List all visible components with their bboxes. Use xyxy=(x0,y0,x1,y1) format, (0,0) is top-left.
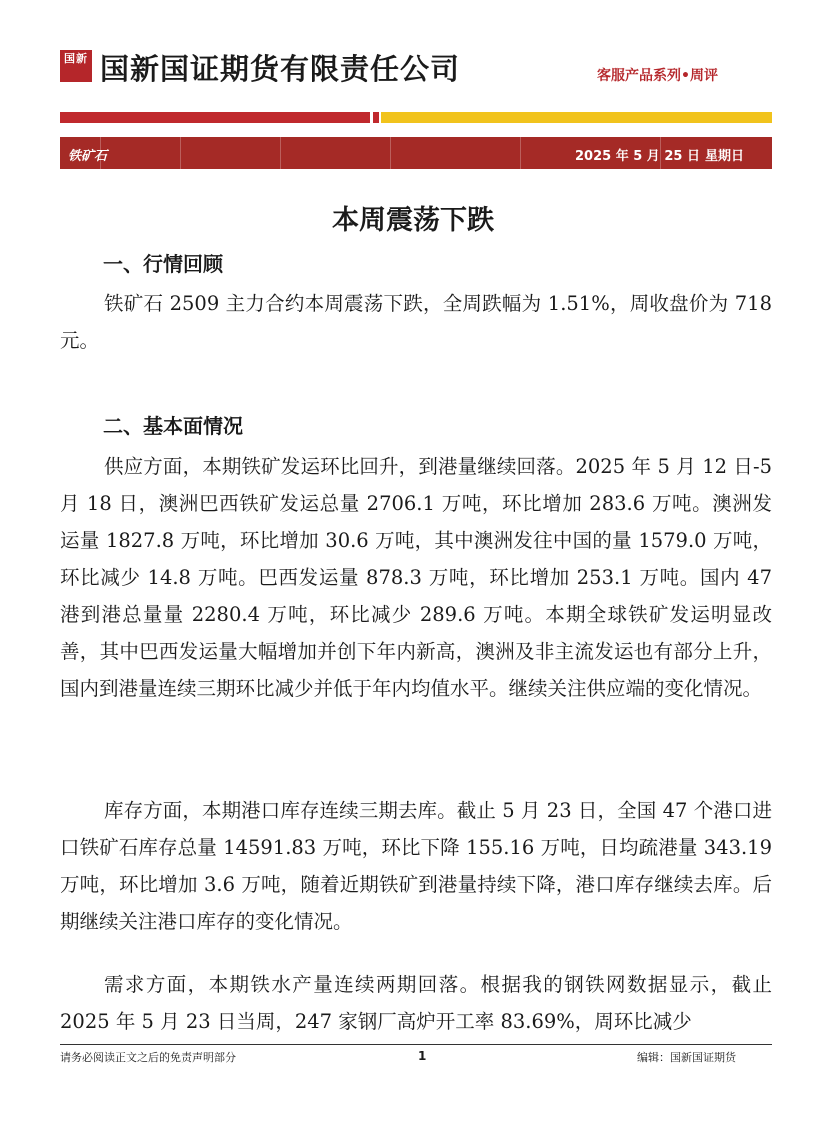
paragraph-supply: 供应方面，本期铁矿发运环比回升，到港量继续回落。2025 年 5 月 12 日-5 月 18 日，澳洲巴西铁矿发运总量 2706.1 万吨，环比增加 283.6 万吨。澳洲发运量 1827.8 万吨，环比增加 30.6 万吨，其中澳洲发往中国的量 1579.0 万吨，环比减少 14.8 万吨。巴西发运量 878.3 万吨，环比增加 253.1 万吨。国内 47 港到港总量量 2280.4 万吨，环比减少 289.6 万吨。本期全球铁矿发运明显改善，其中巴西发运量大幅增加并创下年内新高，澳洲及非主流发运也有部分上升，国内到港量连续三期环比减少并低于年内均值水平。继续关注供应端的变化情况。 xyxy=(60,455,772,700)
header-stripe-gold xyxy=(381,112,772,123)
page-number: 1 xyxy=(418,1049,427,1063)
paragraph-demand: 需求方面，本期铁水产量连续两期回落。根据我的钢铁网数据显示，截止 2025 年 5 月 23 日当周，247 家钢厂高炉开工率 83.69%，周环比减少 xyxy=(60,973,772,1033)
report-weekday: 星期日 xyxy=(704,149,744,164)
company-logo: 国新 xyxy=(60,50,92,82)
company-name: 国新国证期货有限责任公司 xyxy=(100,52,461,86)
section-heading-fundamentals: 二、基本面情况 xyxy=(103,414,243,438)
paragraph-market-review: 铁矿石 2509 主力合约本周震荡下跌，全周跌幅为 1.51%，周收盘价为 718 元。 xyxy=(60,292,772,352)
footer-divider xyxy=(60,1044,772,1045)
report-title: 本周震荡下跌 xyxy=(332,205,494,236)
product-series: 客服产品系列•周评 xyxy=(597,68,718,84)
header-stripe-red xyxy=(60,112,370,123)
section-heading-market-review: 一、行情回顾 xyxy=(103,252,223,276)
report-date: 2025 年 5 月 25 日 xyxy=(575,149,700,164)
header-stripe-red-small xyxy=(373,112,379,123)
footer-disclaimer: 请务必阅读正文之后的免责声明部分 xyxy=(60,1051,236,1064)
footer-editor: 编辑：国新国证期货 xyxy=(637,1051,736,1064)
paragraph-inventory: 库存方面，本期港口库存连续三期去库。截止 5 月 23 日，全国 47 个港口进口铁矿石库存总量 14591.83 万吨，环比下降 155.16 万吨，日均疏港量 343.19 万吨，环比增加 3.6 万吨，随着近期铁矿到港量持续下降，港口库存继续去库。后期继续关注港口库存的变化情况。 xyxy=(60,799,772,933)
commodity-category: 铁矿石 xyxy=(68,149,108,164)
report-info-band xyxy=(60,137,772,169)
